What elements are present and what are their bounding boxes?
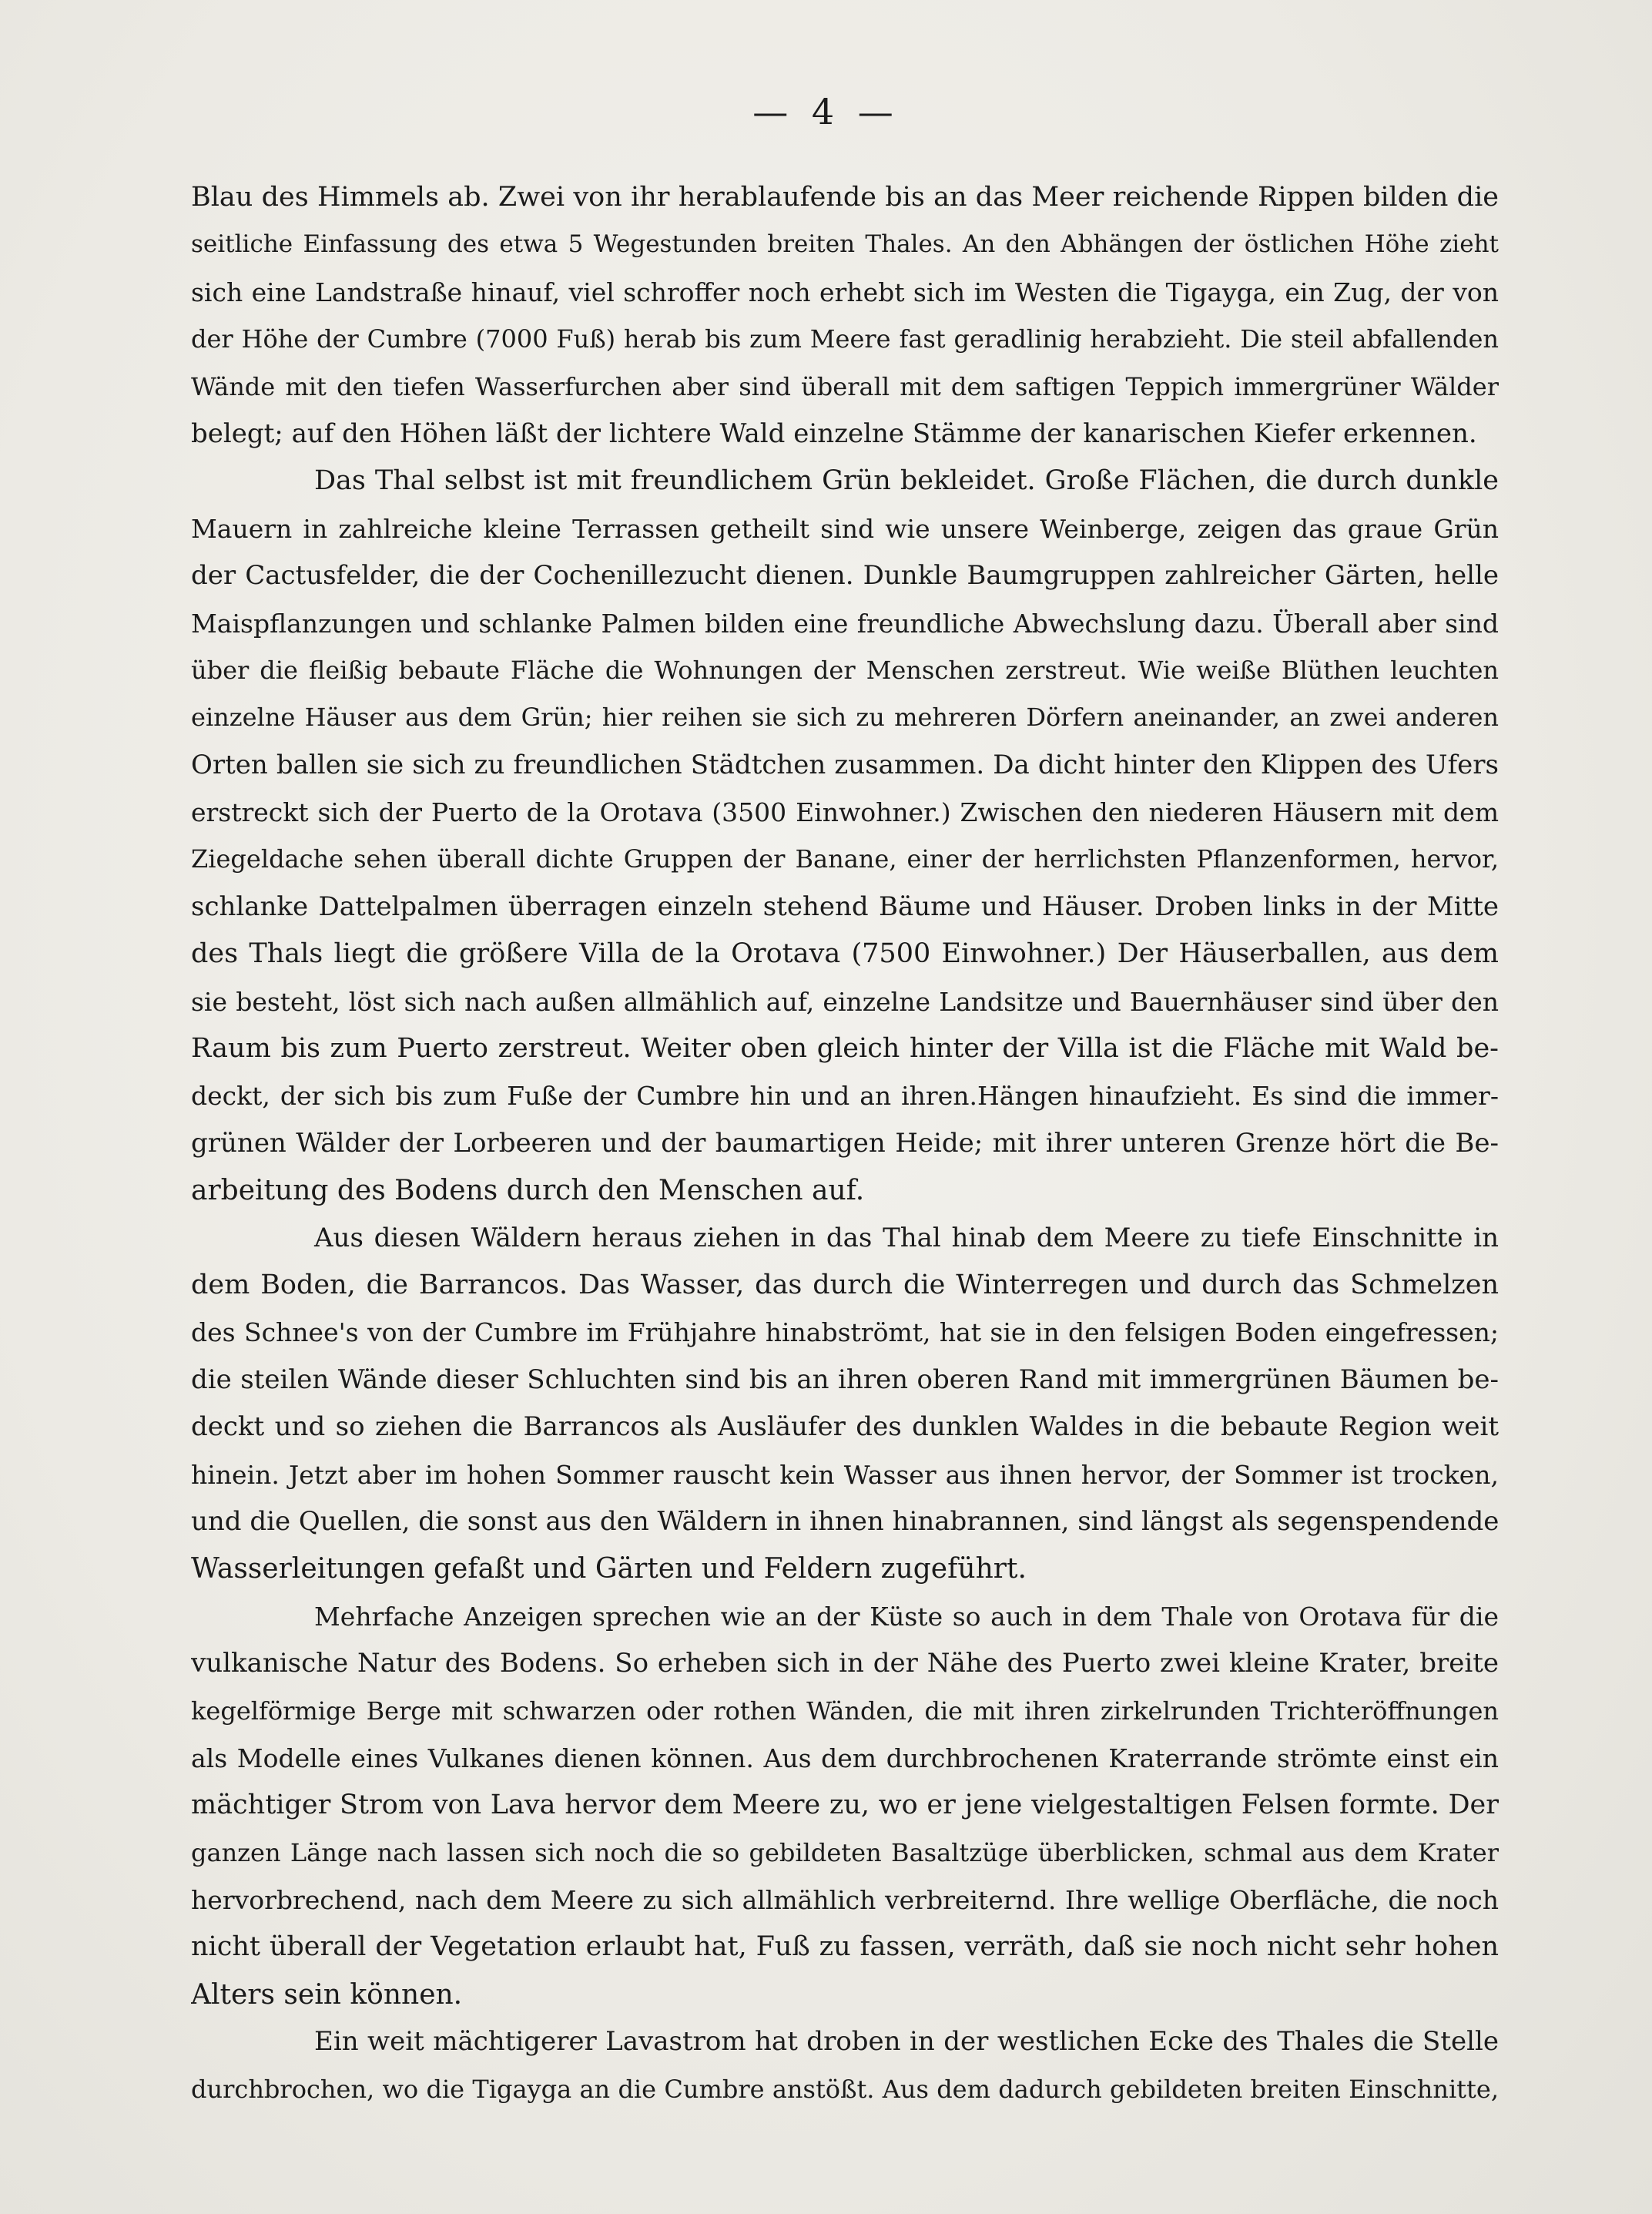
- text-line: sie besteht, löst sich nach außen allmählich auf, einzelne Landsitze und Bauernhäuser sind über den: [191, 986, 1499, 1017]
- text-line: hinein. Jetzt aber im hohen Sommer rauscht kein Wasser aus ihnen hervor, der Sommer ist trocken,: [191, 1459, 1499, 1490]
- text-line: dem Boden, die Barrancos. Das Wasser, das durch die Winterregen und durch das Schmelzen: [191, 1269, 1499, 1300]
- text-line: einzelne Häuser aus dem Grün; hier reihen sie sich zu mehreren Dörfern aneinander, an zwei anderen: [191, 703, 1499, 733]
- text-line: ganzen Länge nach lassen sich noch die so gebildeten Basaltzüge überblicken, schmal aus dem Krater: [191, 1837, 1499, 1867]
- text-line: die steilen Wände dieser Schluchten sind bis an ihren oberen Rand mit immergrünen Bäumen be-: [191, 1364, 1499, 1395]
- text-line: Mehrfache Anzeigen sprechen wie an der Küste so auch in dem Thale von Orotava für die: [314, 1601, 1499, 1632]
- text-line: Ein weit mächtigerer Lavastrom hat droben in der westlichen Ecke des Thales die Stelle: [314, 2026, 1499, 2058]
- text-line: und die Quellen, die sonst aus den Wäldern in ihnen hinabrannen, sind längst als segenspendende: [191, 1505, 1499, 1537]
- text-line: Wände mit den tiefen Wasserfurchen aber sind überall mit dem saftigen Teppich immergrüner Wälder: [191, 371, 1499, 401]
- text-line: arbeitung des Bodens durch den Menschen auf.: [191, 1175, 865, 1207]
- text-line: Das Thal selbst ist mit freundlichem Grün bekleidet. Große Flächen, die durch dunkle: [314, 465, 1499, 497]
- body-text: [191, 174, 1499, 2113]
- text-line: Wasserleitungen gefaßt und Gärten und Feldern zugeführt.: [191, 1553, 1027, 1585]
- text-line: der Höhe der Cumbre (7000 Fuß) herab bis zum Meere fast geradlinig herabzieht. Die steil abfallenden: [191, 324, 1499, 354]
- page-number: — 4 —: [752, 91, 900, 133]
- text-line: Orten ballen sie sich zu freundlichen Städtchen zusammen. Da dicht hinter den Klippen des Ufers: [191, 749, 1499, 780]
- text-line: hervorbrechend, nach dem Meere zu sich allmählich verbreiternd. Ihre wellige Oberfläche, die noch: [191, 1885, 1499, 1916]
- text-line: durchbrochen, wo die Tigayga an die Cumbre anstößt. Aus dem dadurch gebildeten breiten Einschnitte,: [191, 2074, 1499, 2104]
- text-line: seitliche Einfassung des etwa 5 Wegestunden breiten Thales. An den Abhängen der östlichen Höhe zieht: [191, 230, 1499, 259]
- text-line: kegelförmige Berge mit schwarzen oder rothen Wänden, die mit ihren zirkelrunden Trichteröffnungen: [191, 1696, 1499, 1726]
- text-line: Raum bis zum Puerto zerstreut. Weiter oben gleich hinter der Villa ist die Fläche mit Wald be-: [191, 1033, 1499, 1065]
- text-line: nicht überall der Vegetation erlaubt hat, Fuß zu fassen, verräth, daß sie noch nicht sehr hohen: [191, 1931, 1499, 1963]
- text-line: des Thals liegt die größere Villa de la Orotava (7500 Einwohner.) Der Häuserballen, aus dem: [191, 938, 1499, 970]
- text-line: Mauern in zahlreiche kleine Terrassen getheilt sind wie unsere Weinberge, zeigen das graue Grün: [191, 513, 1499, 544]
- text-line: Maispflanzungen und schlanke Palmen bilden eine freundliche Abwechslung dazu. Überall aber sind: [191, 608, 1499, 639]
- text-line: deckt und so ziehen die Barrancos als Ausläufer des dunklen Waldes in die bebaute Region weit: [191, 1411, 1499, 1443]
- text-line: erstreckt sich der Puerto de la Orotava (3500 Einwohner.) Zwischen den niederen Häusern mit dem: [191, 797, 1499, 828]
- text-line: belegt; auf den Höhen läßt der lichtere Wald einzelne Stämme der kanarischen Kiefer erkennen.: [191, 418, 1477, 449]
- text-line: Alters sein können.: [191, 1978, 463, 2011]
- text-line: der Cactusfelder, die der Cochenillezucht dienen. Dunkle Baumgruppen zahlreicher Gärten, helle: [191, 560, 1499, 592]
- text-line: deckt, der sich bis zum Fuße der Cumbre hin und an ihren.Hängen hinaufzieht. Es sind die immer-: [191, 1081, 1499, 1112]
- text-line: vulkanische Natur des Bodens. So erheben sich in der Nähe des Puerto zwei kleine Krater, breite: [191, 1648, 1499, 1679]
- text-line: des Schnee's von der Cumbre im Frühjahre hinabströmt, hat sie in den felsigen Boden eingefressen;: [191, 1317, 1499, 1348]
- text-line: über die fleißig bebaute Fläche die Wohnungen der Menschen zerstreut. Wie weiße Blüthen leuchten: [191, 655, 1499, 685]
- text-line: Aus diesen Wäldern heraus ziehen in das Thal hinab dem Meere zu tiefe Einschnitte in: [314, 1222, 1499, 1253]
- text-line: schlanke Dattelpalmen überragen einzeln stehend Bäume und Häuser. Droben links in der Mitte: [191, 891, 1499, 922]
- text-line: Ziegeldache sehen überall dichte Gruppen der Banane, einer der herrlichsten Pflanzenformen, hervor,: [191, 844, 1499, 874]
- text-line: mächtiger Strom von Lava hervor dem Meere zu, wo er jene vielgestaltigen Felsen formte. Der: [191, 1790, 1499, 1821]
- text-line: Blau des Himmels ab. Zwei von ihr herablaufende bis an das Meer reichende Rippen bilden die: [191, 182, 1499, 213]
- text-line: grünen Wälder der Lorbeeren und der baumartigen Heide; mit ihrer unteren Grenze hört die Be-: [191, 1127, 1499, 1159]
- text-line: als Modelle eines Vulkanes dienen können. Aus dem durchbrochenen Kraterrande strömte einst ein: [191, 1743, 1499, 1773]
- text-line: sich eine Landstraße hinauf, viel schroffer noch erhebt sich im Westen die Tigayga, ein Zug, der von: [191, 277, 1499, 307]
